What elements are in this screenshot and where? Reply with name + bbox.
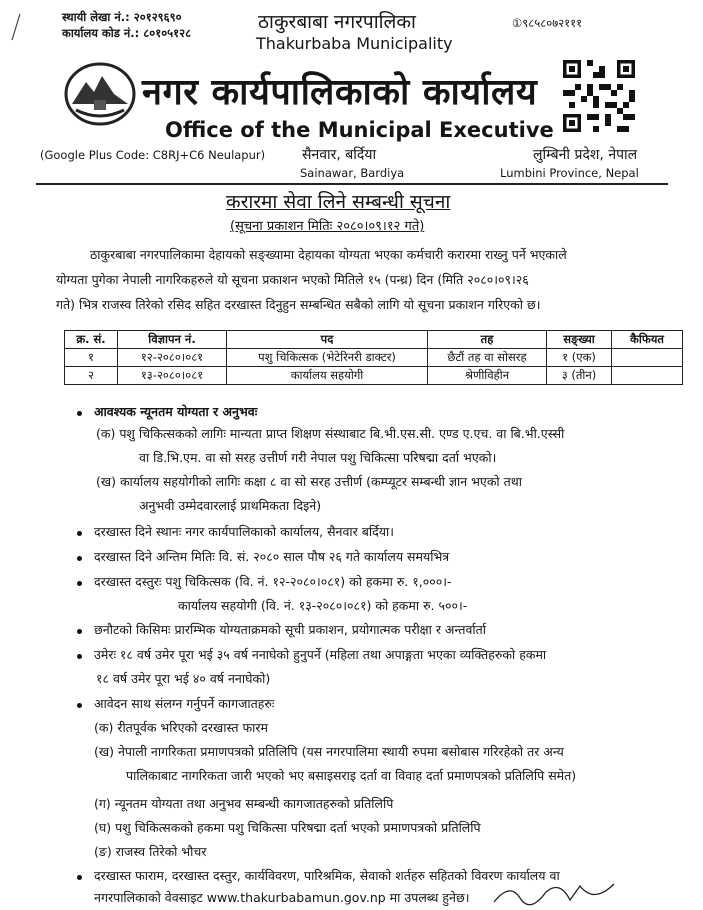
table-row	[65, 349, 683, 367]
document-kha-1: (ख) नेपाली नागरिकता प्रमाणपत्रको प्रतिलिपि (यस नगरपालिमा स्थायी रुपमा बसोबास गरिरहेको तर अन्य	[94, 744, 564, 759]
qualification-kha-2: अनुभवी उम्मेदवारलाई प्राथमिकता दिइने)	[139, 498, 322, 513]
signature-mark	[490, 876, 620, 908]
cell-count: ३ (तीन)	[547, 367, 612, 385]
intro-line-2: योग्यता पुगेका नेपाली नागरिकहरुले यो सूचना प्रकाशन भएको मितिले १५ (पन्ध्र) दिन (मिति २०८०।०९।२६	[56, 272, 529, 287]
cell-remarks	[612, 367, 683, 385]
qualification-kha-1: (ख) कार्यालय सहयोगीको लागिः कक्षा ८ वा सो सरह उत्तीर्ण (कम्प्यूटर सम्बन्धी ज्ञान भएको तथा	[96, 474, 522, 489]
notice-date: (सूचना प्रकाशन मितिः २०८०।०९।१२ गते)	[230, 219, 425, 234]
cell-post: पशु चिकित्सक (भेटेरिनरी डाक्टर)	[227, 349, 428, 367]
bullet	[77, 556, 82, 561]
application-fee-1: दरखास्त दस्तुरः पशु चिकित्सक (वि. नं. १२-२०८०।०८१) को हकमा रु. १,०००।-	[94, 574, 452, 589]
office-title-np: नगर कार्यपालिकाको कार्यालय	[142, 72, 538, 113]
bullet	[77, 875, 82, 880]
bullet	[77, 531, 82, 536]
col-header-level: तह	[428, 331, 547, 349]
address-np: सैनवार, बर्दिया	[302, 147, 377, 163]
cell-sn: २	[65, 367, 118, 385]
cell-remarks	[612, 349, 683, 367]
col-header-sn: क्र. सं.	[65, 331, 118, 349]
bullet	[77, 411, 82, 416]
registration-number: स्थायी लेखा नं.: २०१२९६९०	[62, 10, 182, 24]
final-note-1: दरखास्त फाराम, दरखास्त दस्तुर, कार्यविवरण, पारिश्रमिक, सेवाको शर्तहरु सहितको विवरण कार्यालय वा	[94, 868, 560, 883]
selection-method: छनौटको किसिमः प्रारम्भिक योग्यताक्रमको सूची प्रकाशन, प्रयोगात्मक परीक्षा र अन्तर्वार्ता	[94, 622, 487, 637]
address-en: Sainawar, Bardiya	[300, 166, 405, 180]
pen-mark	[8, 12, 22, 42]
document-gha: (घ) पशु चिकित्सकको हकमा पशु चिकित्सा परिषद्मा दर्ता भएको प्रमाणपत्रको प्रतिलिपि	[94, 820, 481, 835]
google-plus-code: (Google Plus Code: C8RJ+C6 Neulapur)	[40, 148, 266, 162]
office-title-en: Office of the Municipal Executive	[165, 118, 554, 142]
cell-count: १ (एक)	[547, 349, 612, 367]
final-note-2: नगरपालिकाको वेवसाइट www.thakurbabamun.gov.np मा उपलब्ध हुनेछ।	[94, 890, 470, 905]
documents-heading: आवेदन साथ संलग्न गर्नुपर्ने कागजातहरुः	[94, 696, 275, 711]
col-header-ad-no: विज्ञापन नं.	[118, 331, 227, 349]
province-en: Lumbini Province, Nepal	[500, 166, 639, 180]
col-header-remarks: कैफियत	[612, 331, 683, 349]
document-kha-2: पालिकाबाट नागरिकता जारी भएको भए बसाइसराइ दर्ता वा विवाह दर्ता प्रमाणपत्रको प्रतिलिपि समेत)	[126, 768, 577, 783]
table-header-row	[65, 331, 683, 349]
application-fee-2: कार्यालय सहयोगी (वि. नं. १३-२०८०।०८१) को हकमा रु. ५००।-	[178, 598, 468, 613]
document-nga: (ङ) राजस्व तिरेको भौचर	[94, 844, 207, 859]
cell-ad-no: १३-२०८०।०८१	[118, 367, 227, 385]
age-limit-2: १८ वर्ष उमेर पूरा भई ४० वर्ष ननाघेको)	[96, 671, 271, 686]
cell-post: कार्यालय सहयोगी	[227, 367, 428, 385]
bullet	[77, 629, 82, 634]
qualification-ka-2: वा डि.भि.एम. वा सो सरह उत्तीर्ण गरी नेपाल पशु चिकित्सा परिषद्मा दर्ता भएको।	[139, 450, 497, 465]
document-ga: (ग) न्यूनतम योग्यता तथा अनुभव सम्बन्धी कागजातहरुको प्रतिलिपि	[94, 796, 394, 811]
bullet	[77, 703, 82, 708]
header-divider	[36, 183, 668, 185]
cell-ad-no: १२-२०८०।०८१	[118, 349, 227, 367]
phone-number: ①९८५८०७२१११	[512, 16, 583, 30]
application-deadline: दरखास्त दिने अन्तिम मितिः वि. सं. २०८० साल पौष २६ गते कार्यालय समयभित्र	[94, 549, 450, 564]
province-np: लुम्बिनी प्रदेश, नेपाल	[533, 147, 638, 163]
cell-sn: १	[65, 349, 118, 367]
municipality-name-en: Thakurbaba Municipality	[256, 34, 453, 53]
qr-code-icon	[563, 60, 635, 132]
bullet	[77, 581, 82, 586]
cell-level: श्रेणीविहीन	[428, 367, 547, 385]
qualification-ka-1: (क) पशु चिकित्सकको लागिः मान्यता प्राप्त शिक्षण संस्थाबाट बि.भी.एस.सी. एण्ड ए.एच. वा बि.भी.एस्सी	[96, 426, 565, 441]
qualification-heading: आवश्यक न्यूनतम योग्यता र अनुभवः	[94, 404, 258, 419]
table-row	[65, 367, 683, 385]
col-header-post: पद	[227, 331, 428, 349]
vacancy-table	[64, 330, 683, 385]
document-ka: (क) रीतपूर्वक भरिएको दरखास्त फारम	[94, 720, 268, 735]
municipality-name-np: ठाकुरबाबा नगरपालिका	[258, 11, 416, 33]
intro-line-3: गते) भित्र राजस्व तिरेको रसिद सहित दरखास्त दिनुहुन सम्बन्धित सबैको लागि यो सूचना प्रकाशन गरिएको छ।	[56, 297, 541, 312]
cell-level: छैटौं तह वा सोसरह	[428, 349, 547, 367]
application-place: दरखास्त दिने स्थानः नगर कार्यपालिकाको कार्यालय, सैनवार बर्दिया।	[94, 524, 394, 539]
intro-line-1: ठाकुरबाबा नगरपालिकामा देहायको सङ्ख्यामा देहायका योग्यता भएका कर्मचारी करारमा राख्नु पर्ने भएकाले	[90, 247, 567, 262]
bullet	[77, 654, 82, 659]
office-code: कार्यालय कोड नं.: ८०१०५१२८	[62, 26, 192, 40]
age-limit-1: उमेरः १८ वर्ष उमेर पूरा भई ३५ वर्ष ननाघेको हुनुपर्ने (महिला तथा अपाङ्गता भएका व्यक्तिहरुको हकमा	[94, 647, 547, 662]
emblem-icon	[62, 60, 138, 128]
col-header-count: सङ्ख्या	[547, 331, 612, 349]
notice-title: करारमा सेवा लिने सम्बन्धी सूचना	[226, 191, 451, 213]
